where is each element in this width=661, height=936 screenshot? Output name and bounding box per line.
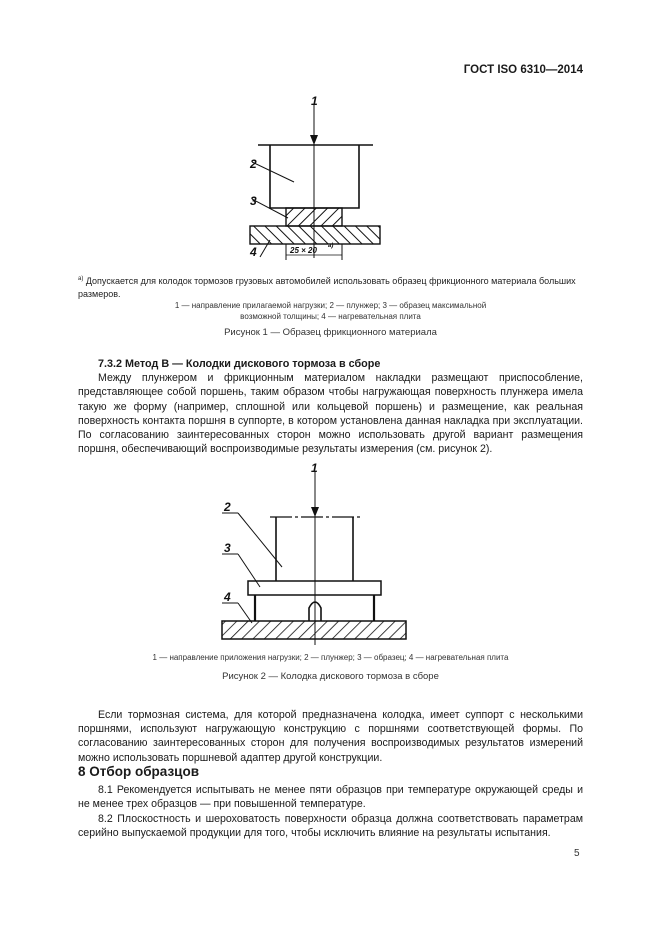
section-7-3-2-heading: 7.3.2 Метод B — Колодки дискового тормоза в сборе bbox=[98, 358, 381, 370]
footnote-text: Допускается для колодок тормозов грузовых автомобилей использовать образец фрикционного материала больших размеров. bbox=[78, 276, 576, 299]
svg-text:а): а) bbox=[328, 243, 334, 249]
section-8 bbox=[78, 765, 583, 840]
figure-1-label-1: 1 bbox=[311, 94, 318, 108]
figure-2-caption: Рисунок 2 — Колодка дискового тормоза в сборе bbox=[222, 671, 439, 682]
figure-1-label-3: 3 bbox=[250, 194, 257, 208]
figure-2-label-4: 4 bbox=[224, 590, 231, 604]
figure-2-label-1: 1 bbox=[311, 461, 318, 475]
figure-2-legend: 1 — направление приложения нагрузки; 2 — плунжер; 3 — образец; 4 — нагревательная плита bbox=[152, 653, 509, 662]
figure-1-caption: Рисунок 1 — Образец фрикционного материала bbox=[224, 327, 437, 338]
figure-1-dimension: 25 × 20 bbox=[290, 246, 317, 255]
section-8-heading: 8 Отбор образцов bbox=[78, 764, 200, 779]
figure-1-legend bbox=[78, 300, 583, 322]
section-8-2-paragraph: 8.2 Плоскостность и шероховатость поверхности образца должна соответствовать параметрам серийно выпускаемой продукции для того, чтобы исключить влияние на результаты испытания. bbox=[78, 812, 583, 839]
figure-1-label-2: 2 bbox=[250, 157, 257, 171]
figure-2-label-3: 3 bbox=[224, 541, 231, 555]
figure-1-label-4: 4 bbox=[250, 245, 257, 259]
figure-1-legend-line-2: возможной толщины; 4 — нагревательная плита bbox=[240, 312, 421, 321]
page-number: 5 bbox=[574, 848, 580, 859]
figure-1-drawing bbox=[230, 90, 400, 260]
figure-2-label-2: 2 bbox=[224, 500, 231, 514]
section-7-3-2 bbox=[78, 357, 583, 456]
multi-piston-text: Если тормозная система, для которой предназначена колодка, имеет суппорт с несколькими поршнями, используют нагружающую конструкцию с поршнями соответствующей формы. По согласованию заинтересованных сторон для получения воспроизводимых результатов измерений можно использовать поршневой адаптер другой конструкции. bbox=[78, 709, 583, 764]
paragraph-multi-piston bbox=[78, 708, 583, 765]
footnote-marker: а) bbox=[78, 276, 84, 282]
section-7-3-2-paragraph: Между плунжером и фрикционным материалом накладки размещают приспособление, представляющее собой поршень, таким образом чтобы нагружающая поверхность плунжера имела такую же форму (например, сплошной или кольцевой поршень) и размещение, как реальная поверхность контакта поршня в суппорте, в котором установлена данная накладка при эксплуатации. По согласованию заинтересованных сторон можно использовать другой вариант размещения поршня, обеспечивающий воспроизводимые результаты измерения (см. рисунок 2). bbox=[78, 372, 583, 456]
document-id-header: ГОСТ ISO 6310—2014 bbox=[463, 64, 583, 76]
figure-1-legend-line-1: 1 — направление прилагаемой нагрузки; 2 — плунжер; 3 — образец максимальной bbox=[174, 301, 487, 310]
section-8-1-paragraph: 8.1 Рекомендуется испытывать не менее пяти образцов при температуре окружающей среды и не менее трех образцов — при повышенной температуре. bbox=[78, 784, 583, 811]
figure-1-footnote bbox=[78, 273, 583, 301]
figure-2-drawing bbox=[210, 455, 420, 655]
